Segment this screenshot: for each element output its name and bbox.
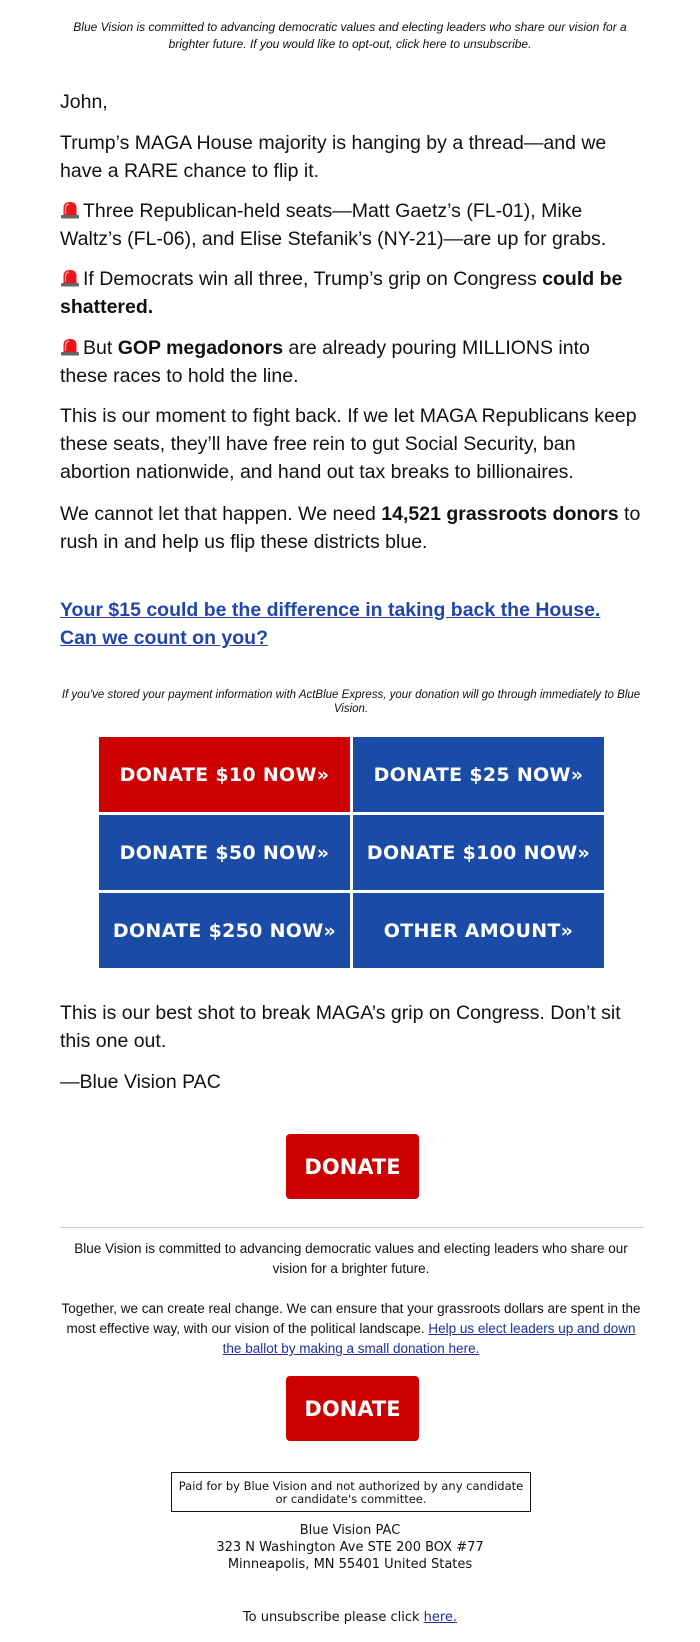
- bullet-democrats-bold: could be shattered.: [60, 268, 623, 318]
- donate-100-button[interactable]: DONATE $100 NOW»: [353, 815, 604, 890]
- address-line1: 323 N Washington Ave STE 200 BOX #77: [216, 1540, 484, 1555]
- paid-for-disclaimer: Paid for by Blue Vision and not authorized by any candidate or candidate's committee.: [171, 1472, 531, 1512]
- bullet-democrats-text: If Democrats win all three, Trump’s grip on Congress: [83, 268, 543, 290]
- footer-mission: Blue Vision is committed to advancing democratic values and electing leaders who share our vision for a brighter future.: [74, 1241, 628, 1276]
- address-name: Blue Vision PAC: [299, 1523, 401, 1538]
- actblue-express-note: If you've stored your payment information with ActBlue Express, your donation will go through immediately to Blue Vision.: [61, 689, 641, 715]
- donors-post: to rush in and help us flip these districts blue.: [60, 503, 641, 553]
- bullet-megadonors-post: are already pouring MILLIONS into these races to hold the line.: [60, 337, 590, 387]
- bullet-seats-text: Three Republican-held seats—Matt Gaetz’s (FL-01), Mike Waltz’s (FL-06), and Elise Stefanik’s (NY-21)—are up for grabs.: [60, 200, 607, 250]
- donate-15-link[interactable]: Your $15 could be the difference in taking back the House. Can we count on you?: [60, 599, 601, 649]
- greeting-text: John,: [60, 91, 108, 113]
- mailing-address: [150, 1522, 550, 1573]
- donate-button-grid: [99, 737, 604, 967]
- greeting: [60, 88, 642, 116]
- unsubscribe: [150, 1609, 550, 1626]
- bullet-seats: [60, 197, 642, 253]
- intro-text: Trump’s MAGA House majority is hanging by a thread—and we have a RARE chance to flip it.: [60, 132, 607, 182]
- footer-together-text: Together, we can create real change. We can ensure that your grassroots dollars are spent in the most effective way, with our vision of the political landscape.: [61, 1301, 641, 1336]
- closing-paragraph: [60, 999, 642, 1055]
- paragraph-donors: [60, 500, 642, 556]
- donate-25-button[interactable]: DONATE $25 NOW»: [353, 737, 604, 812]
- paragraph-fight-back: [60, 402, 642, 486]
- fight-back-text: This is our moment to fight back. If we let MAGA Republicans keep these seats, they’ll have free rein to gut Social Security, ban abortion nationwide, and hand out tax breaks to billionaires.: [60, 405, 637, 483]
- siren-icon: [60, 200, 80, 219]
- bullet-megadonors: [60, 334, 642, 390]
- donate-50-button[interactable]: DONATE $50 NOW»: [99, 815, 350, 890]
- bullet-megadonors-bold: GOP megadonors: [117, 337, 284, 359]
- bullet-megadonors-pre: But: [83, 337, 118, 359]
- signature-text: —Blue Vision PAC: [60, 1071, 221, 1093]
- donate-10-button[interactable]: DONATE $10 NOW»: [99, 737, 350, 812]
- divider: [60, 1227, 644, 1228]
- donate-button-footer[interactable]: DONATE: [286, 1376, 419, 1441]
- unsubscribe-text: To unsubscribe please click: [242, 1610, 424, 1625]
- footer-together: [56, 1299, 646, 1359]
- bullet-democrats: [60, 265, 642, 321]
- preheader[interactable]: Blue Vision is committed to advancing democratic values and electing leaders who share our vision for a brighter future. If you would like to opt-out, click here to unsubscribe.: [73, 20, 627, 51]
- address-line2: Minneapolis, MN 55401 United States: [227, 1557, 473, 1572]
- donors-pre: We cannot let that happen. We need: [60, 503, 382, 525]
- donate-button-main[interactable]: DONATE: [286, 1134, 419, 1199]
- other-amount-button[interactable]: OTHER AMOUNT»: [353, 893, 604, 968]
- donate-250-button[interactable]: DONATE $250 NOW»: [99, 893, 350, 968]
- siren-icon: [60, 268, 80, 287]
- signature: [60, 1068, 642, 1096]
- unsubscribe-link[interactable]: here.: [423, 1610, 458, 1625]
- closing-text: This is our best shot to break MAGA’s grip on Congress. Don’t sit this one out.: [60, 1002, 621, 1052]
- footer-donate-link[interactable]: Help us elect leaders up and down the ballot by making a small donation here.: [222, 1321, 636, 1356]
- donors-bold: 14,521 grassroots donors: [381, 503, 619, 525]
- siren-icon: [60, 337, 80, 356]
- paragraph-intro: [60, 129, 642, 185]
